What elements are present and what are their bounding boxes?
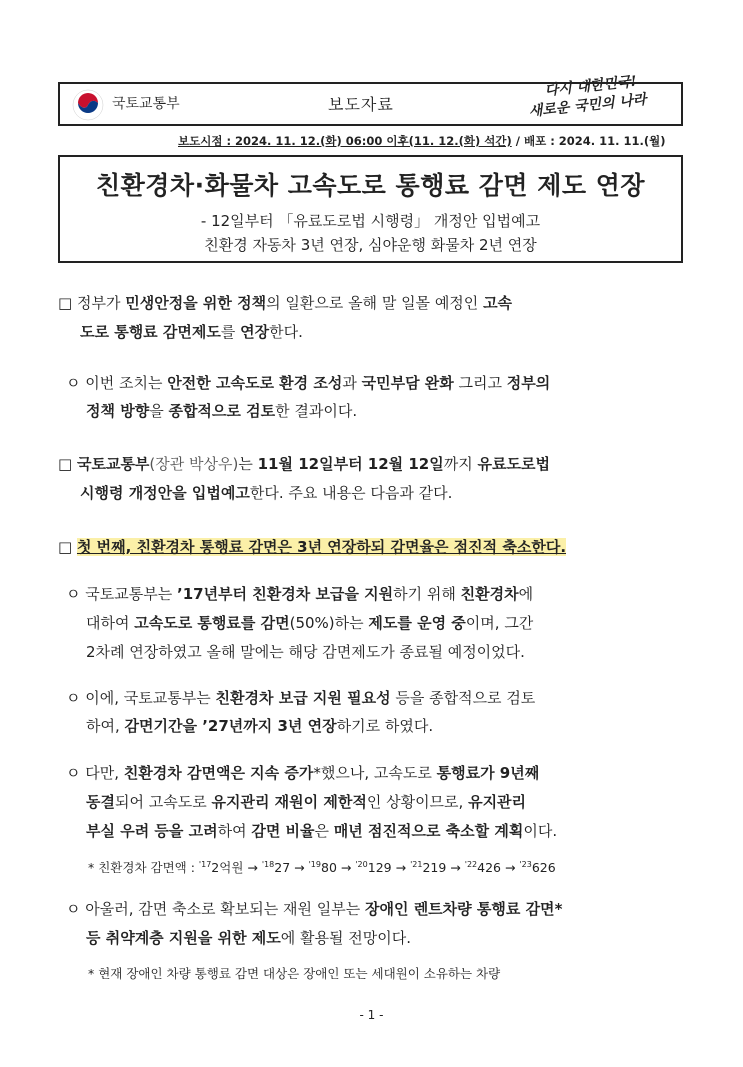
text: 등 취약계층 지원을 위한 제도 bbox=[86, 929, 281, 947]
text: 장애인 렌트차량 통행료 감면 bbox=[365, 900, 555, 918]
paragraph-7-line-2 bbox=[86, 792, 526, 812]
text: 을 bbox=[149, 402, 169, 420]
highlighted-heading: 첫 번째, 친환경차 통행료 감면은 3년 연장하되 감면율은 점진적 축소한다. bbox=[76, 538, 567, 556]
text: 하여 bbox=[217, 822, 252, 840]
text: 129 bbox=[367, 860, 392, 875]
text: 까지 bbox=[443, 455, 478, 473]
box-bullet: □ bbox=[58, 455, 73, 473]
paragraph-6-line-2 bbox=[86, 716, 433, 736]
text: 다만, bbox=[85, 764, 124, 782]
text: 대하여 bbox=[86, 614, 135, 632]
text: 하기로 하였다. bbox=[336, 717, 434, 735]
subtitle-2: 친환경 자동차 3년 연장, 심야운행 화물차 2년 연장 bbox=[204, 236, 537, 254]
text: '20 bbox=[355, 859, 368, 869]
text: 하여, bbox=[86, 717, 125, 735]
text: 감면 비율 bbox=[251, 822, 315, 840]
distribution-date: 2024. 11. 11.(월) bbox=[558, 134, 666, 148]
text: 정부의 bbox=[506, 374, 551, 392]
text: 국토교통부는 bbox=[85, 585, 177, 603]
text: 친환경차 보급 지원 필요성 bbox=[215, 689, 391, 707]
text: 하기 위해 bbox=[393, 585, 461, 603]
text: 국토교통부 bbox=[76, 455, 150, 473]
ministry-name: 국토교통부 bbox=[112, 96, 180, 112]
text: 안전한 고속도로 환경 조성 bbox=[167, 374, 343, 392]
arrow-icon: → bbox=[450, 860, 461, 875]
text: 되어 고속도로 bbox=[114, 793, 212, 811]
paragraph-3-line-2 bbox=[80, 483, 452, 503]
text: 한다. 주요 내용은 다음과 같다. bbox=[249, 484, 453, 502]
circle-bullet: ㅇ bbox=[66, 374, 81, 392]
release-time: 2024. 11. 12.(화) 06:00 이후(11. 12.(화) 석간) bbox=[235, 134, 512, 148]
text: 부실 우려 등을 고려 bbox=[86, 822, 218, 840]
paragraph-5-line-2 bbox=[86, 613, 533, 633]
text: 한 결과이다. bbox=[275, 402, 358, 420]
arrow-icon: → bbox=[505, 860, 516, 875]
text: 이에, 국토교통부는 bbox=[85, 689, 216, 707]
text: 동결 bbox=[86, 793, 115, 811]
paragraph-1-line-2 bbox=[80, 322, 303, 342]
arrow-icon: → bbox=[340, 860, 352, 875]
arrow-icon: → bbox=[247, 860, 258, 875]
subtitle-1: - 12일부터 「유료도로법 시행령」 개정안 입법예고 bbox=[200, 212, 541, 230]
arrow-icon: → bbox=[395, 860, 407, 875]
text: 정책 방향 bbox=[86, 402, 150, 420]
paragraph-6-line-1 bbox=[66, 688, 535, 708]
page-title: 친환경차·화물차 고속도로 통행료 감면 제도 연장 bbox=[95, 171, 646, 200]
text: '22 bbox=[464, 859, 478, 869]
text: 를 bbox=[220, 323, 241, 341]
text: 는 bbox=[238, 455, 258, 473]
text: 매년 점진적으로 축소할 계획 bbox=[333, 822, 524, 840]
paragraph-7-line-3 bbox=[86, 821, 557, 841]
circle-bullet: ㅇ bbox=[66, 689, 81, 707]
footnote-reduction-amounts bbox=[88, 858, 556, 876]
text: 80 bbox=[321, 860, 337, 875]
text: 한다. bbox=[269, 323, 303, 341]
slogan-line-2: 새로운 국민의 나라 bbox=[528, 91, 648, 120]
text: 2차례 연장하였고 올해 말에는 해당 감면제도가 종료될 예정이었다. bbox=[86, 643, 525, 661]
text: 도로 통행료 감면제도 bbox=[80, 323, 221, 341]
text: '19 bbox=[308, 859, 321, 869]
text: '17 bbox=[198, 859, 212, 869]
text: 유료도로법 bbox=[477, 455, 550, 473]
distribution-label: 배포 bbox=[523, 134, 547, 148]
text: 감면기간을 ’27년까지 3년 연장 bbox=[124, 717, 337, 735]
paragraph-2-line-2 bbox=[86, 401, 357, 421]
paragraph-1-line-1 bbox=[58, 293, 512, 313]
text: 친환경차 bbox=[460, 585, 519, 603]
text: 국민부담 완화 bbox=[361, 374, 454, 392]
text: 고속도로 통행료를 감면 bbox=[134, 614, 290, 632]
text: 이며, 그간 bbox=[465, 614, 534, 632]
text: 이번 조치는 bbox=[85, 374, 168, 392]
text: 시행령 개정안을 입법예고 bbox=[80, 484, 250, 502]
slogan-line-1: 다시 대한민국! bbox=[544, 73, 638, 100]
text: 은 bbox=[314, 822, 334, 840]
paragraph-4 bbox=[58, 537, 566, 557]
text: 했으나, 고속도로 bbox=[320, 764, 437, 782]
text: '23 bbox=[519, 859, 532, 869]
box-bullet: □ bbox=[58, 538, 73, 556]
text: (장관 박상우) bbox=[149, 455, 239, 473]
text: * bbox=[554, 900, 563, 918]
text: 유지관리 bbox=[468, 793, 527, 811]
text: 에 활용될 전망이다. bbox=[280, 929, 412, 947]
text: 제도를 운영 중 bbox=[368, 614, 466, 632]
paragraph-5-line-3 bbox=[86, 642, 525, 662]
government-logo-icon bbox=[72, 89, 104, 121]
paragraph-7-line-1 bbox=[66, 763, 539, 783]
text: * bbox=[313, 764, 321, 782]
text: ’17년부터 친환경차 보급을 지원 bbox=[177, 585, 394, 603]
circle-bullet: ㅇ bbox=[66, 764, 81, 782]
text: 유지관리 재원이 제한적 bbox=[211, 793, 367, 811]
text: 연장 bbox=[240, 323, 270, 341]
page-number: - 1 - bbox=[359, 1008, 384, 1022]
text: 고속 bbox=[483, 294, 513, 312]
paragraph-5-line-1 bbox=[66, 584, 533, 604]
text: 그리고 bbox=[453, 374, 507, 392]
text: '18 bbox=[261, 859, 275, 869]
text: (50%)하는 bbox=[289, 614, 369, 632]
arrow-icon: → bbox=[294, 860, 305, 875]
text: 2억원 bbox=[211, 860, 244, 875]
text: 과 bbox=[342, 374, 362, 392]
paragraph-3-line-1 bbox=[58, 454, 550, 474]
text: 11월 12일부터 12월 12일 bbox=[257, 455, 444, 473]
release-line: 보도시점 : 2024. 11. 12.(화) 06:00 이후(11. 12.(화) 석간) / 배포 : 2024. 11. 11.(월) bbox=[178, 134, 666, 148]
text: 27 bbox=[274, 860, 291, 875]
text: 219 bbox=[422, 860, 447, 875]
text: 정부가 bbox=[76, 294, 126, 312]
text: 민생안정을 위한 정책 bbox=[125, 294, 267, 312]
text: 에 bbox=[518, 585, 534, 603]
text: 친환경차 감면액은 지속 증가 bbox=[123, 764, 314, 782]
circle-bullet: ㅇ bbox=[66, 900, 81, 918]
footnote-disabled-vehicles: * 현재 장애인 차량 통행료 감면 대상은 장애인 또는 세대원이 소유하는 차량 bbox=[88, 966, 501, 981]
text: 이다. bbox=[523, 822, 558, 840]
text: 의 일환으로 올해 말 일몰 예정인 bbox=[266, 294, 484, 312]
text: 통행료가 9년째 bbox=[436, 764, 540, 782]
paragraph-8-line-2 bbox=[86, 928, 411, 948]
text: 426 bbox=[477, 860, 502, 875]
text: 아울러, 감면 축소로 확보되는 재원 일부는 bbox=[85, 900, 365, 918]
release-label: 보도시점 bbox=[178, 134, 223, 148]
text: 등을 종합적으로 검토 bbox=[390, 689, 536, 707]
text: 인 상황이므로, bbox=[366, 793, 469, 811]
paragraph-2-line-1 bbox=[66, 373, 550, 393]
text: 626 bbox=[531, 860, 556, 875]
text: 종합적으로 검토 bbox=[168, 402, 276, 420]
document-type: 보도자료 bbox=[328, 95, 394, 114]
box-bullet: □ bbox=[58, 294, 73, 312]
text: * 친환경차 감면액 : bbox=[88, 860, 195, 875]
text: '21 bbox=[410, 859, 423, 869]
paragraph-8-line-1 bbox=[66, 899, 562, 919]
circle-bullet: ㅇ bbox=[66, 585, 81, 603]
